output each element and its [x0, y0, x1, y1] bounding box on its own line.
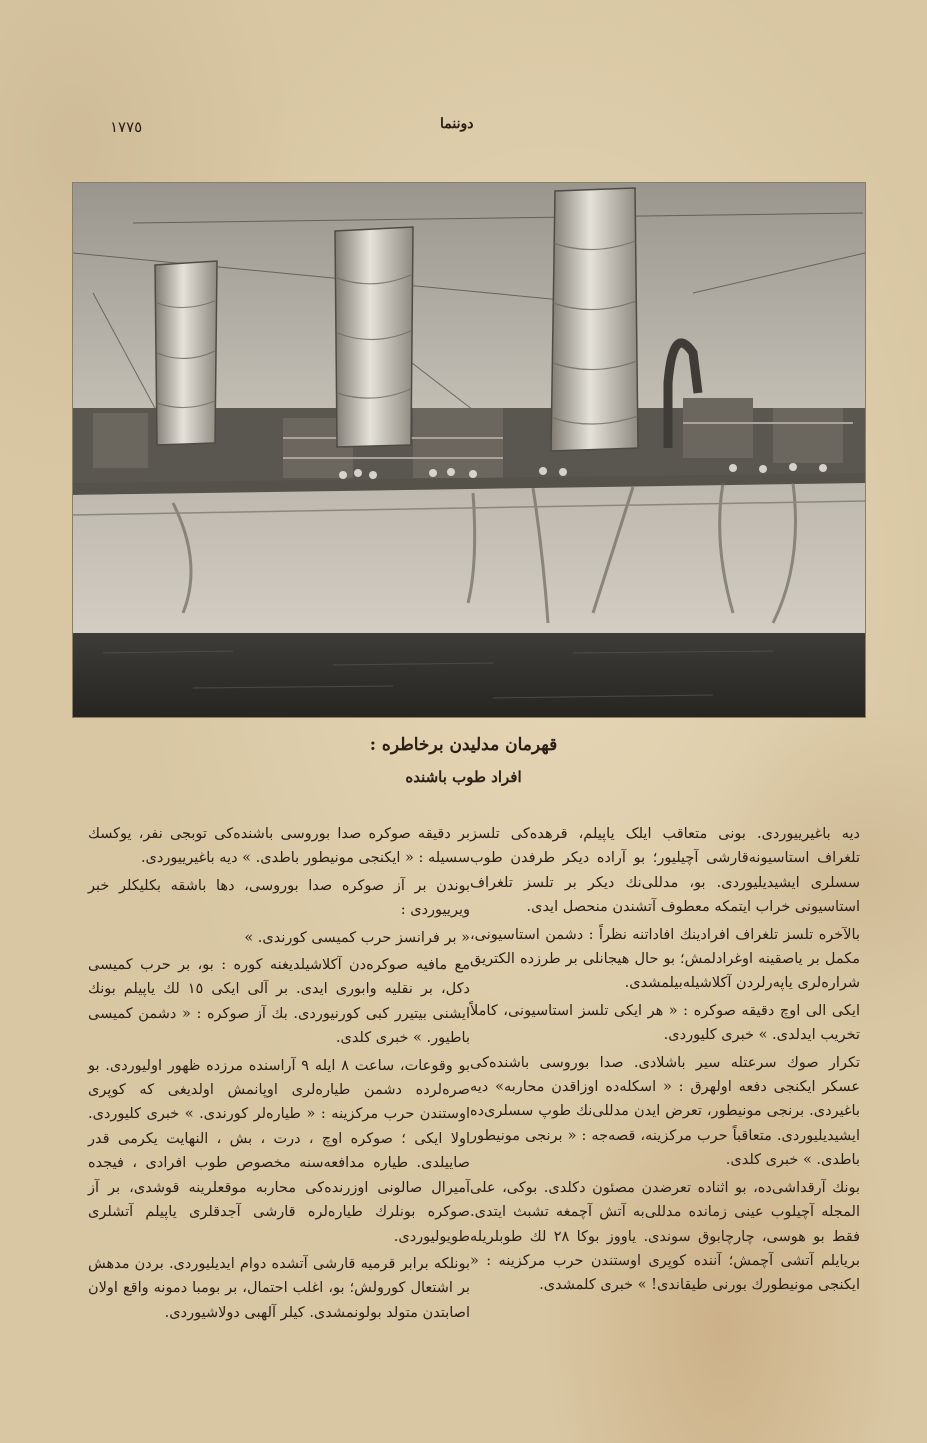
paragraph: بو وقوعات، ساعت ٨ ایله ٩ آراسنده مرزده ظهور اولیوردی. بو صره‌لرده دشمن طیاره‌لری اوپانمش اولدیغی که کوپری اوستندن حرب مرکزینه : « طیاره‌لر کورندی. » خبری کلیوردی. اولا ایکی ؛ صوکره اوچ ، درت ، بش ، النهایت یکرمی قدر صاییلدی. طیاره مدافعه‌سنه مخصوص طوب افرادی ، فیجده آمیرال صالونی اوزرنده‌کی محاربه موقعلرینه قوشدی، بر آز صوکره بونلرك طیاره‌لره قارشی آجدقلری یاپیلم آتشلری طویولیوردی. — [88, 1057, 471, 1245]
paragraph: دیه باغیرییوردی. بونی متعاقب ایلک یاپیلم، قرهده‌کی تلسز تلغراف استاسیونه‌قارشی آچیلیور؛ بو آراده دیکر طرفدن طوب سسلری ایشیدیلیوردی. بو، مدللی‌نك دیکر بر تلسز تلغراف استاسیونی خراب ایتمکه معطوف آتشندن منحصل ایدی. — [470, 826, 860, 916]
text-column-right — [470, 822, 860, 1301]
paragraph: مع مافیه صوکره‌دن آکلاشیلدیغنه کوره : بو، بر حرب کمیسی دکل، بر نقلیه وابوری ایدی. بر آلی ایکی ١٥ لك یاپیلم بونك ایشنی بیتیرر کبی کورنیوردی. بك آز صوکره : « دشمن کمیسی باطیور. » خبری کلدی. — [88, 957, 470, 1047]
paragraph: بونلکه برابر قرمیه قارشی آتشده دوام ایدیلیوردی. بردن مدهش بر اشتعال کورولش؛ بو، اغلب احتمال، بر بومبا دمونه واقع اولان اصابتدن متولد بولونمشدی. کیلر آلهبی دولاشیوردی. — [88, 1255, 470, 1321]
paragraph: تکرار صوك سرعتله سیر باشلادی. صدا بوروسی باشنده‌کی عسکر ایکنجی دفعه اولهرق : « اسکله‌ده اوزاقدن محاربه‌» دیه باغیردی. برنجی مونیطور، تعرض ایدن مدللی‌نك طوپ سسلری‌ده ایشیدیلیوردی. متعاقباً حرب مرکزینه، قصه‌جه : « برنجی مونیطور باطدی. » خبری کلدی. — [470, 1054, 860, 1169]
paragraph: ایکی الی اوچ دقیقه صوکره : « هر ایکی تلسز استاسیونی، کاملاً تخریب ایدلدی. » خبری کلیوردی. — [470, 1002, 860, 1044]
paragraph: بر دقیقه صوکره صدا بوروسی باشنده‌کی توبجی نفر، یوکسك سسیله : « ایکنجی مونیطور باطدی. » دیه باغیرییوردی. — [88, 826, 470, 867]
page-number: ١٧٧٥ — [110, 118, 143, 136]
paragraph: « بر فرانسز حرب کمیسی کورندی. » — [244, 929, 470, 946]
photo-caption-subtitle: افراد طوب باشنده — [405, 768, 522, 786]
running-title: دوننما — [440, 116, 474, 132]
paragraph: بونك آرقداشی‌ده، بو اثناده تعرضدن مصئون دکلدی. بوکی، علی المجله آچیلوب عینی زمانده مدللی‌به آتش آچمغه تشبث ایتدی. فقط بو هوسی، چارچابوق سوندی. یاووز بوکا ٢٨ لك طوبلریله بریایلم آتشی آچمش؛ آننده کوپری اوستندن حرب مرکزینه : « ایکنجی مونیطورك بورنی طیقاندی! » خبری کلمشدی. — [470, 1179, 860, 1294]
photo-caption-title: قهرمان مدلیدن برخاطره : — [369, 735, 558, 755]
page-header — [0, 118, 927, 148]
paragraph: بالآخره تلسز تلغراف افرادینك افاداتنه نظراً : دشمن استاسیونی، مکمل بر یاصقینه اوغرادلمش؛ بو حال هیجانلی بر طرزده الکتریق شراره‌لری یاپه‌رلردن آکلاشیله‌بیلمشدی. — [470, 926, 860, 992]
warship-photo — [73, 183, 865, 717]
text-column-left — [88, 822, 470, 1328]
paragraph: بوندن بر آز صوکره صدا بوروسی، دها باشقه بکلیکلر خبر ویرییوردی : — [88, 877, 470, 919]
